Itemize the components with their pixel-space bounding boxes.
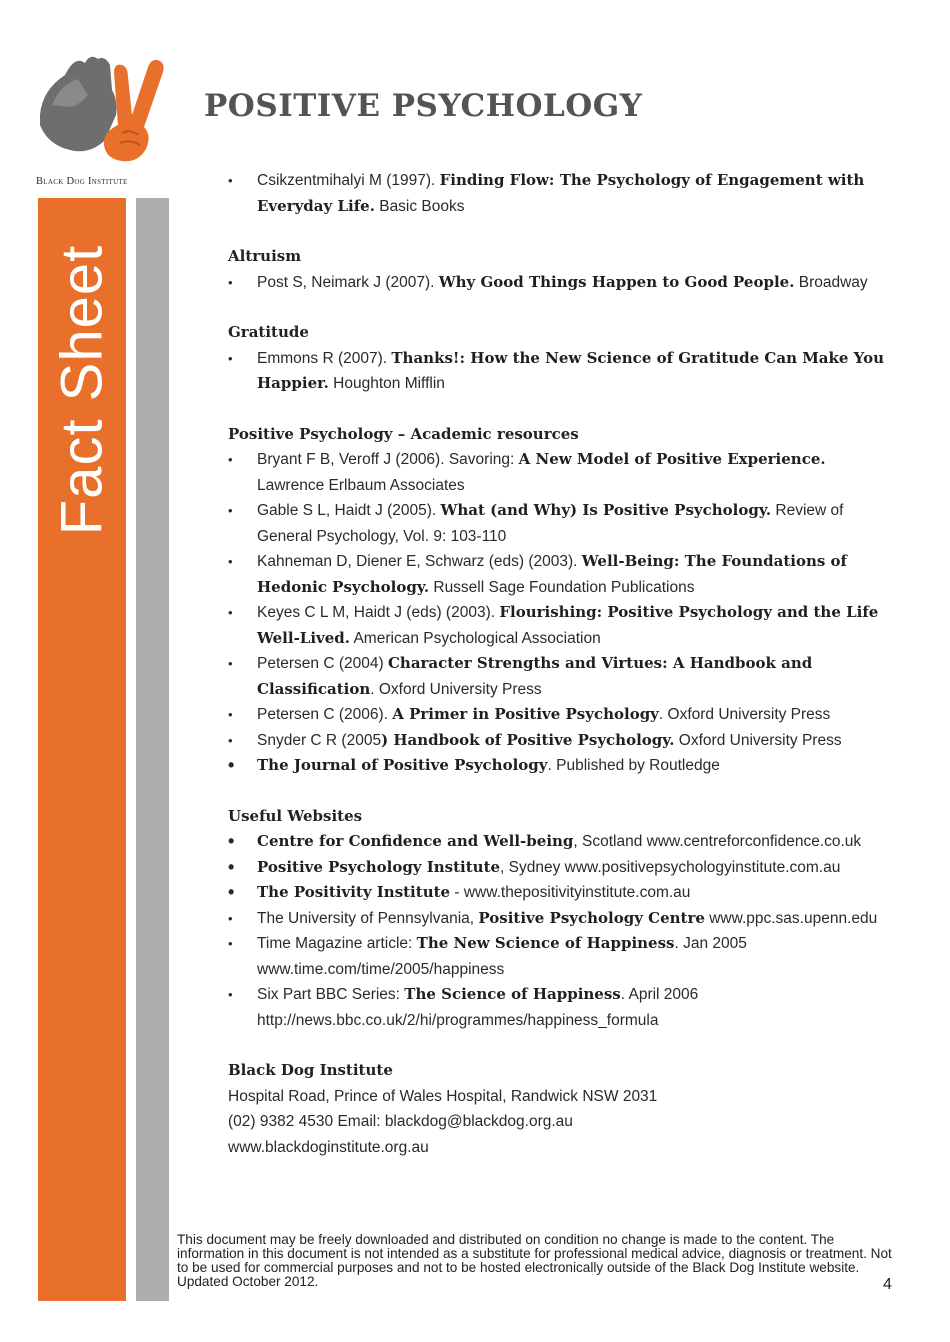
list-item (228, 982, 888, 1033)
list-item (228, 168, 888, 219)
list-item (228, 829, 888, 855)
list-item (228, 931, 888, 982)
ref-title: Finding Flow: The Psychology of Engagement with Everyday Life. (257, 171, 865, 215)
ref-title: The New Science of Happiness (416, 934, 675, 952)
bullet-icon: • (228, 882, 235, 902)
disclaimer: This document may be freely downloaded and distributed on condition no change is made to the content. The information in this document is not intended as a substitute for professional medical advice, diagnosis or treatment. Not to be used for commercial purposes and not to be hosted electronically outside of the Black Dog Institute website. Updated October 2012. (177, 1232, 892, 1289)
ref-title: The Journal of Positive Psychology (257, 756, 548, 774)
ref-text: Kahneman D, Diener E, Schwarz (eds) (2003). (257, 553, 582, 570)
ref-publisher: Review of General Psychology, Vol. 9: 103-110 (257, 502, 844, 545)
ref-title: Why Good Things Happen to Good People. (438, 272, 795, 291)
bullet-icon: • (228, 554, 233, 569)
ref-publisher: Lawrence Erlbaum Associates (257, 476, 465, 494)
ref-title: Positive Psychology Centre (478, 908, 705, 927)
academic-section (228, 422, 888, 779)
ref-publisher: Oxford University Press (674, 731, 842, 749)
ref-publisher: Houghton Mifflin (328, 375, 445, 392)
ref-publisher: . Oxford University Press (370, 680, 542, 698)
ref-text: Petersen C (2004) (257, 655, 388, 672)
ref-text: Time Magazine article: (257, 935, 417, 952)
fact-sheet-label: Fact Sheet (49, 244, 115, 536)
list-item (228, 600, 888, 651)
websites-list (228, 829, 888, 1033)
section-heading: Positive Psychology – Academic resources (228, 424, 579, 443)
bullet-icon: • (228, 173, 233, 188)
ref-text: Gable S L, Haidt J (2005). (257, 502, 441, 519)
contact-address: Hospital Road, Prince of Wales Hospital, Randwick NSW 2031 (228, 1087, 658, 1105)
ref-title: A Primer in Positive Psychology (392, 705, 659, 723)
intro-list (228, 168, 888, 219)
ref-publisher: Broadway (794, 273, 868, 291)
ref-publisher: . Oxford University Press (658, 706, 831, 723)
section-heading: Black Dog Institute (228, 1061, 393, 1079)
ref-title: Positive Psychology Institute (257, 857, 501, 876)
ref-text: Post S, Neimark J (2007). (257, 273, 439, 291)
list-item (228, 270, 888, 296)
bullet-icon: • (228, 856, 235, 877)
bullet-icon: • (228, 732, 233, 748)
ref-text: Csikzentmihalyi M (1997). (257, 172, 440, 189)
ref-title: The Science of Happiness (404, 985, 621, 1003)
content-area (228, 168, 888, 1185)
ref-text: Keyes C L M, Haidt J (eds) (2003). (257, 604, 500, 621)
ref-link[interactable]: - www.thepositivityinstitute.com.au (450, 884, 691, 901)
academic-list (228, 447, 888, 779)
ref-title: Flourishing: Positive Psychology and the Life Well-Lived. (257, 603, 879, 647)
list-item (228, 906, 888, 932)
ref-link[interactable]: www.ppc.sas.upenn.edu (704, 909, 878, 927)
list-item (228, 498, 888, 549)
bullet-icon: • (228, 936, 233, 951)
ref-link[interactable]: . April 2006 http://news.bbc.co.uk/2/hi/programmes/happiness_formula (257, 986, 699, 1029)
ref-title: Character Strengths and Virtues: A Handbook and Classification (257, 654, 813, 698)
list-item (228, 702, 888, 728)
ref-text: Snyder C R (2005 (257, 731, 382, 749)
contact-website[interactable]: www.blackdoginstitute.org.au (228, 1138, 429, 1156)
bullet-icon: • (228, 605, 233, 620)
sidebar-gray-bar (136, 198, 169, 1301)
list-item (228, 728, 888, 754)
logo-caption: Black Dog Institute (36, 176, 128, 187)
ref-publisher: American Psychological Association (350, 629, 601, 647)
section-heading: Altruism (228, 247, 302, 265)
list-item (228, 855, 888, 881)
ref-publisher: . Published by Routledge (547, 757, 720, 774)
ref-title: Well-Being: The Foundations of Hedonic Psychology. (257, 552, 847, 596)
bullet-icon: • (228, 656, 233, 671)
ref-text: Bryant F B, Veroff J (2006). Savoring: (257, 451, 519, 468)
contact-section (228, 1058, 888, 1160)
page-title: POSITIVE PSYCHOLOGY (204, 88, 643, 124)
bullet-icon: • (228, 987, 233, 1002)
ref-link[interactable]: . Jan 2005 www.time.com/time/2005/happiness (257, 935, 747, 978)
gratitude-list (228, 346, 888, 397)
ref-link[interactable]: , Scotland www.centreforconfidence.co.uk (573, 833, 862, 850)
ref-text: Six Part BBC Series: (257, 986, 405, 1003)
ref-publisher: Russell Sage Foundation Publications (429, 578, 695, 596)
bullet-icon: • (228, 274, 233, 290)
contact-phone-email[interactable]: (02) 9382 4530 Email: blackdog@blackdog.org.au (228, 1113, 573, 1130)
section-heading: Useful Websites (228, 806, 363, 825)
altruism-list (228, 270, 888, 296)
ref-text: Emmons R (2007). (257, 349, 392, 367)
bullet-icon: • (228, 452, 233, 467)
ref-title: Thanks!: How the New Science of Gratitude Can Make You Happier. (257, 348, 884, 392)
ref-text: Petersen C (2006). (257, 706, 393, 723)
ref-link[interactable]: , Sydney www.positivepsychologyinstitute.com.au (500, 858, 841, 876)
ref-title: The Positivity Institute (257, 883, 451, 901)
ref-publisher: Basic Books (374, 197, 465, 215)
list-item (228, 346, 888, 397)
list-item (228, 753, 888, 779)
ref-text: The University of Pennsylvania, (257, 909, 479, 927)
bullet-icon: • (228, 910, 233, 926)
websites-section (228, 804, 888, 1034)
altruism-section (228, 244, 888, 295)
list-item (228, 651, 888, 702)
bullet-icon: • (228, 831, 235, 851)
gratitude-section (228, 320, 888, 397)
list-item (228, 880, 888, 906)
ref-title: What (and Why) Is Positive Psychology. (440, 501, 772, 519)
page-number: 4 (883, 1276, 892, 1293)
list-item (228, 447, 888, 498)
bullet-icon: • (228, 350, 233, 366)
black-dog-logo-icon (30, 45, 170, 190)
bullet-icon: • (228, 503, 233, 518)
list-item (228, 549, 888, 600)
ref-title: Centre for Confidence and Well-being (257, 832, 574, 850)
ref-title: A New Model of Positive Experience. (518, 450, 826, 468)
bullet-icon: • (228, 755, 235, 775)
section-heading: Gratitude (228, 323, 309, 341)
intro-section (228, 168, 888, 219)
ref-title: ) Handbook of Positive Psychology. (381, 730, 675, 749)
bullet-icon: • (228, 707, 233, 722)
